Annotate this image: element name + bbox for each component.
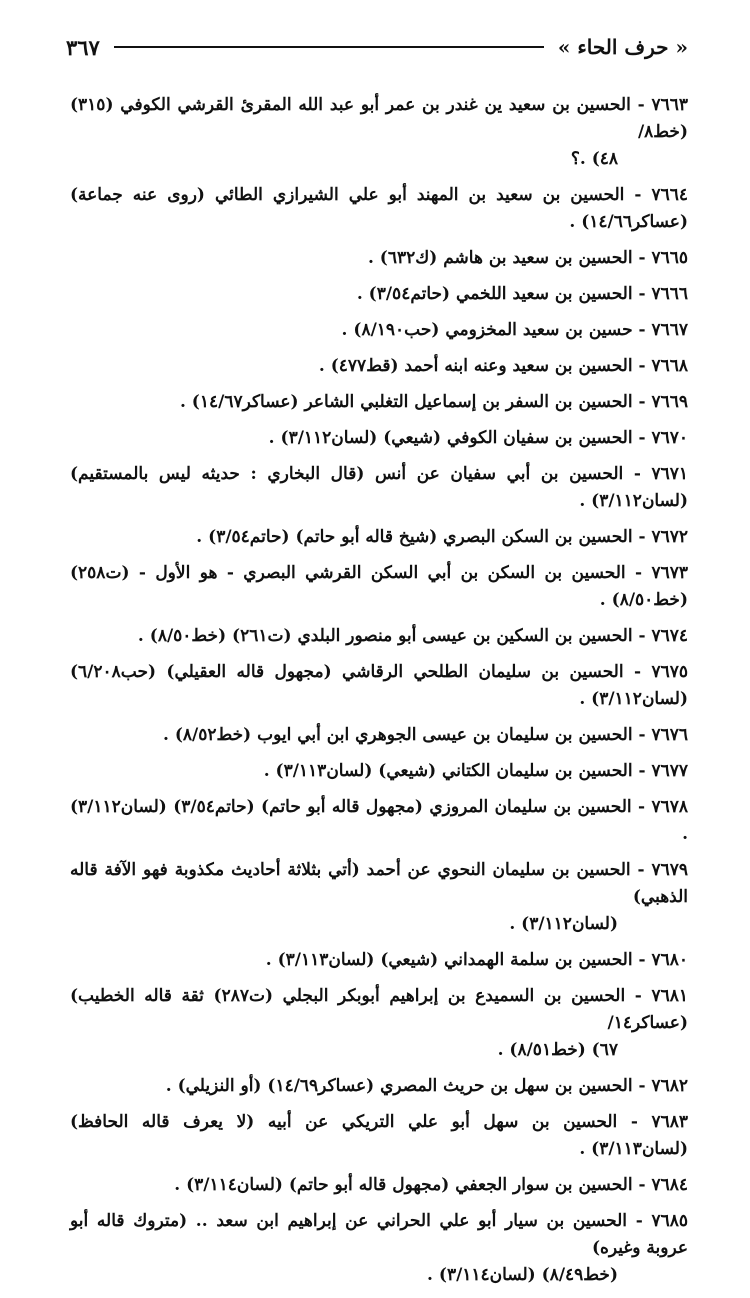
entry-7685 <box>70 1208 688 1289</box>
entry-text: ٧٦٦٩ - الحسين بن السفر بن إسماعيل التغلبي الشاعر (عساكر١٤/٦٧) . <box>179 392 688 412</box>
entry-list <box>70 92 688 1298</box>
entry-text: ٧٦٧٧ - الحسين بن سليمان الكتاني (شيعي) (لسان٣/١١٣) . <box>263 761 688 781</box>
entry-7666 <box>70 281 688 308</box>
entry-text: ٧٦٨١ - الحسين بن السميدع بن إبراهيم أبوبكر البجلي (ت٢٨٧) ثقة قاله الخطيب) (عساكر١٤/ <box>70 986 688 1033</box>
entry-text: ٧٦٦٣ - الحسين بن سعيد ين غندر بن عمر أبو عبد الله المقرئ القرشي الكوفي (٣١٥) (خط٨/ <box>70 95 688 142</box>
entry-continuation: ٦٧) (خط٨/٥١) . <box>497 1040 618 1060</box>
entry-7675 <box>70 659 688 713</box>
entry-text: ٧٦٨٣ - الحسين بن سهل أبو علي التريكي عن أبيه (لا يعرف قاله الحافظ) (لسان٣/١١٣) . <box>70 1112 688 1159</box>
entry-7673 <box>70 560 688 614</box>
entry-text: ٧٦٧٦ - الحسين بن سليمان بن عيسى الجوهري ابن أبي ايوب (خط٨/٥٢) . <box>162 725 688 745</box>
entry-7668 <box>70 353 688 380</box>
entry-text: ٧٦٨٢ - الحسين بن سهل بن حريث المصري (عساكر١٤/٦٩) (أو النزيلي) . <box>165 1076 688 1096</box>
entry-7670 <box>70 425 688 452</box>
entry-continuation: (خط٨/٤٩) (لسان٣/١١٤) . <box>427 1265 618 1285</box>
entry-text: ٧٦٦٤ - الحسين بن سعيد بن المهند أبو علي الشيرازي الطائي (روى عنه جماعة) (عساكر١٤/٦٦) . <box>70 185 688 232</box>
entry-text: ٧٦٨٤ - الحسين بن سوار الجعفي (مجهول قاله أبو حاتم) (لسان٣/١١٤) . <box>174 1175 688 1195</box>
entry-text: ٧٦٨٥ - الحسين بن سيار أبو علي الحراني عن إبراهيم ابن سعد .. (متروك قاله أبو عروبة وغيره) <box>70 1211 688 1258</box>
entry-text: ٧٦٧٣ - الحسين بن السكن بن أبي السكن القرشي البصري - هو الأول - (ت٢٥٨) (خط٨/٥٠) . <box>70 563 688 610</box>
entry-7683 <box>70 1109 688 1163</box>
entry-7682 <box>70 1073 688 1100</box>
entry-7663 <box>70 92 688 173</box>
entry-7664 <box>70 182 688 236</box>
entry-7676 <box>70 722 688 749</box>
chapter-title: « حرف الحاء » <box>557 35 688 59</box>
entry-7678 <box>70 794 688 848</box>
entry-text: ٧٦٦٧ - حسين بن سعيد المخزومي (حب٨/١٩٠) . <box>341 320 688 340</box>
entry-continuation: (لسان٣/١١٢) . <box>509 914 618 934</box>
entry-7679 <box>70 857 688 938</box>
header-rule <box>114 46 544 48</box>
entry-text: ٧٦٧٢ - الحسين بن السكن البصري (شيخ قاله أبو حاتم) (حاتم٣/٥٤) . <box>196 527 688 547</box>
page-header <box>66 30 688 64</box>
entry-text: ٧٦٦٦ - الحسين بن سعيد اللخمي (حاتم٣/٥٤) . <box>356 284 688 304</box>
entry-7665 <box>70 245 688 272</box>
entry-text: ٧٦٧٥ - الحسين بن سليمان الطلحي الرقاشي (مجهول قاله العقيلي) (حب٦/٢٠٨) (لسان٣/١١٢) . <box>70 662 688 709</box>
entry-text: ٧٦٧٤ - الحسين بن السكين بن عيسى أبو منصور البلدي (ت٢٦١) (خط٨/٥٠) . <box>137 626 688 646</box>
entry-7674 <box>70 623 688 650</box>
entry-7677 <box>70 758 688 785</box>
entry-7669 <box>70 389 688 416</box>
entry-text: ٧٦٨٠ - الحسين بن سلمة الهمداني (شيعي) (لسان٣/١١٣) . <box>265 950 688 970</box>
page-number: ٣٦٧ <box>66 34 100 60</box>
entry-7671 <box>70 461 688 515</box>
entry-text: ٧٦٧١ - الحسين بن أبي سفيان عن أنس (قال البخاري : حديثه ليس بالمستقيم) (لسان٣/١١٢) . <box>70 464 689 511</box>
entry-text: ٧٦٦٥ - الحسين بن سعيد بن هاشم (ك٦٣٢) . <box>367 248 688 268</box>
entry-text: ٧٦٧٩ - الحسين بن سليمان النحوي عن أحمد (أتي بثلاثة أحاديث مكذوبة فهو الآفة قاله الذهبي) <box>70 860 688 907</box>
entry-7684 <box>70 1172 688 1199</box>
entry-7672 <box>70 524 688 551</box>
entry-7681 <box>70 983 688 1064</box>
entry-continuation: ٤٨) .؟ <box>570 149 618 169</box>
entry-text: ٧٦٧٨ - الحسين بن سليمان المروزي (مجهول قاله أبو حاتم) (حاتم٣/٥٤) (لسان٣/١١٢) . <box>70 797 689 844</box>
entry-7680 <box>70 947 688 974</box>
entry-text: ٧٦٦٨ - الحسين بن سعيد وعنه ابنه أحمد (قط٤٧٧) . <box>318 356 688 376</box>
entry-text: ٧٦٧٠ - الحسين بن سفيان الكوفي (شيعي) (لسان٣/١١٢) . <box>268 428 688 448</box>
entry-7667 <box>70 317 688 344</box>
